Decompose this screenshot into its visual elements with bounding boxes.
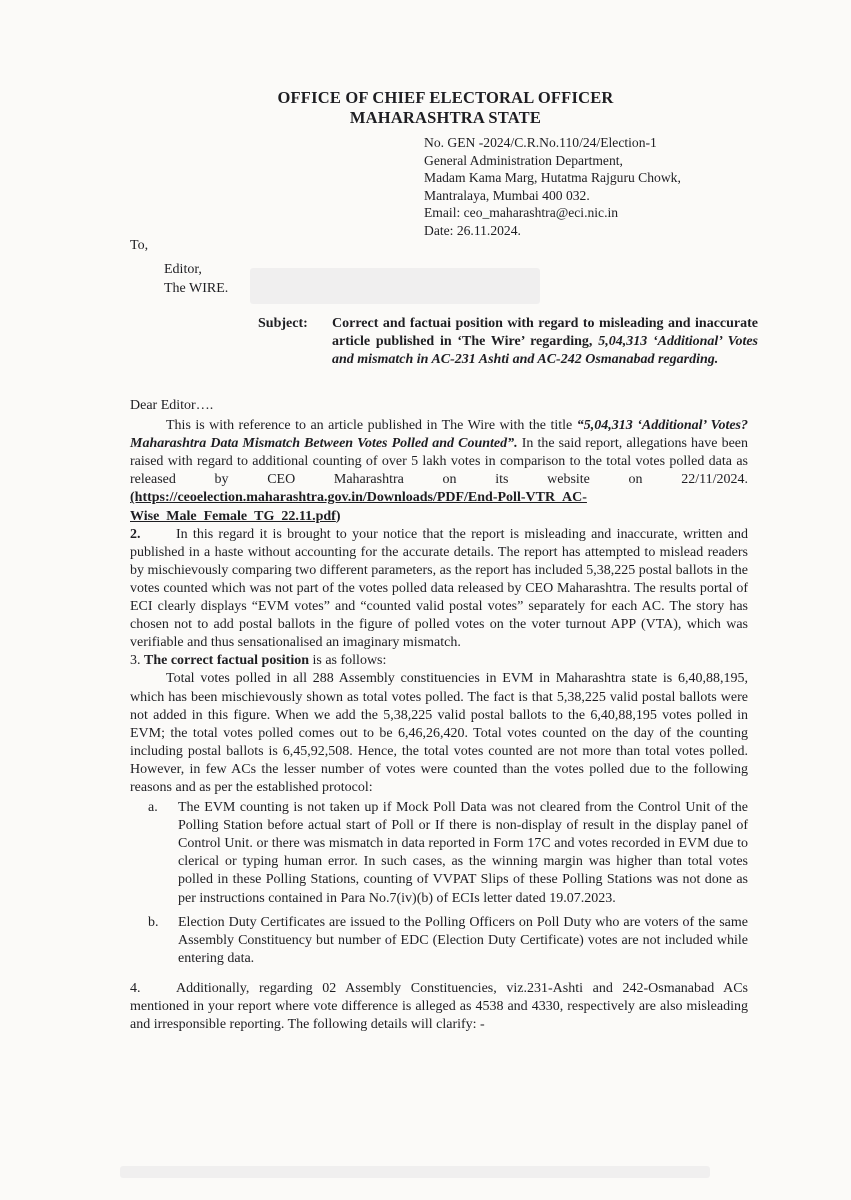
state-title: MAHARASHTRA STATE <box>349 108 542 127</box>
reasons-list <box>130 799 748 968</box>
city-line: Mantralaya, Mumbai 400 032. <box>424 187 590 203</box>
paragraph-3: Total votes polled in all 288 Assembly constituencies in EVM in Maharashtra state is 6,40,88,195, which has been mischievously shown as total votes polled. The fact is that 5,38,225 valid postal ballots were not added in this figure. When we add the 5,38,225 valid postal ballots to the 6,40,88,195 votes polled in EVM; the total votes polled comes out to be 6,46,26,420. Total votes counted on the day of the counting including postal ballots is 6,45,92,508. Hence, the total votes counted are not more than total votes polled. However, in few ACs the lesser number of votes were counted than the votes polled due to the following reasons and as per the established protocol: <box>130 671 748 795</box>
department-line: General Administration Department, <box>424 152 623 168</box>
recipient-org: The WIRE. <box>164 281 229 296</box>
paragraph-2 <box>130 526 748 653</box>
list-marker-b: b. <box>148 914 159 930</box>
email-line: Email: ceo_maharashtra@eci.nic.in <box>424 205 619 221</box>
reference-number: No. GEN -2024/C.R.No.110/24/Election-1 <box>424 135 657 150</box>
salutation: Dear Editor…. <box>130 398 214 413</box>
paragraph-3-title: The correct factual position <box>144 653 309 669</box>
p1-body: In the said report, allegations have been raised with regard to additional counting of over 5 lakh votes in comparison to the total votes polled data as released by CEO Maharashtra on its website on 22/11/2024. <box>130 436 748 488</box>
to-label: To, <box>130 238 149 253</box>
paragraph-1 <box>130 417 748 526</box>
subject-label: Subject: <box>258 316 308 331</box>
paragraph-2-number: 2. <box>130 526 141 542</box>
subject-text-a: Correct and factuai position with regard to misleading and inaccurate article published in ‘The Wire’ regarding, <box>332 316 758 349</box>
street-line: Madam Kama Marg, Hutatma Rajguru Chowk, <box>424 170 681 186</box>
list-marker-a: a. <box>148 800 158 816</box>
letter-body <box>130 397 748 1034</box>
subject-text-b: 5,04,313 ‘Additional’ Votes and mismatch in AC-231 Ashti and AC-242 Osmanabad regarding. <box>332 334 758 367</box>
paragraph-3-title-rest: is as follows: <box>309 653 387 669</box>
sender-address-block <box>424 134 681 240</box>
ceo-website-link[interactable]: (https://ceoelection.maharashtra.gov.in/Downloads/PDF/End-Poll-VTR_AC-Wise_Male_Female_TG_22.11.pdf <box>130 490 587 524</box>
list-item-b-text: Election Duty Certificates are issued to the Polling Officers on Poll Duty who are voters of the same Assembly Constituency but number of EDC (Election Duty Certificate) votes are not included while entering data. <box>178 914 748 966</box>
date-line: Date: 26.11.2024. <box>424 222 521 238</box>
list-item-a-text: The EVM counting is not taken up if Mock Poll Data was not cleared from the Control Unit of the Polling Station before actual start of Poll or If there is non-display of result in the display panel of Control Unit. or there was mismatch in data reported in Form 17C and votes recorded in EVM due to clerical or typing human error. In such cases, as the winning margin was higher than total votes polled in these Polling Stations, counting of VVPAT Slips of these Polling Stations was not done as per instructions contained in Para No.7(iv)(b) of ECIs letter dated 19.07.2023. <box>178 800 748 906</box>
scan-bleed-through <box>120 1166 710 1178</box>
office-title: OFFICE OF CHIEF ELECTORAL OFFICER <box>277 88 614 107</box>
paragraph-4 <box>130 980 748 1034</box>
p1-close: ) <box>335 508 341 524</box>
paragraph-4-number: 4. <box>130 980 141 996</box>
recipient-title: Editor, <box>164 262 202 277</box>
article-title: “5,04,313 ‘Additional’ Votes? Maharashtra Data Mismatch Between Votes Polled and Counted”. <box>130 418 748 452</box>
p1-intro: This is with reference to an article published in The Wire with the title <box>166 418 577 434</box>
recipient-block <box>130 236 228 298</box>
paragraph-2-text: In this regard it is brought to your notice that the report is misleading and inaccurate, written and published in a haste without accounting for the accurate details. The report has attempted to mislead readers by mischievously comparing two different parameters, as the report has included 5,38,225 postal ballots in the votes counted which was not part of the votes polled data released by CEO Maharashtra. The results portal of ECI clearly displays “EVM votes” and “counted valid postal votes” separately for each AC. The story has chosen not to add postal ballots in the figure of polled votes on the voter turnout APP (VTA), which was verifiable and thus sensationalised an imaginary mismatch. <box>130 526 748 651</box>
subject-text <box>332 315 758 369</box>
paragraph-4-text: Additionally, regarding 02 Assembly Constituencies, viz.231-Ashti and 242-Osmanabad ACs mentioned in your report where vote difference is alleged as 4538 and 4330, respectively are also misleading and irresponsible reporting. The following details will clarify: - <box>130 980 748 1033</box>
paragraph-3-number: 3. <box>130 653 141 669</box>
scan-bleed-through <box>250 268 540 304</box>
paragraph-3-heading <box>130 652 748 670</box>
list-item <box>130 914 748 968</box>
list-item <box>130 799 748 908</box>
